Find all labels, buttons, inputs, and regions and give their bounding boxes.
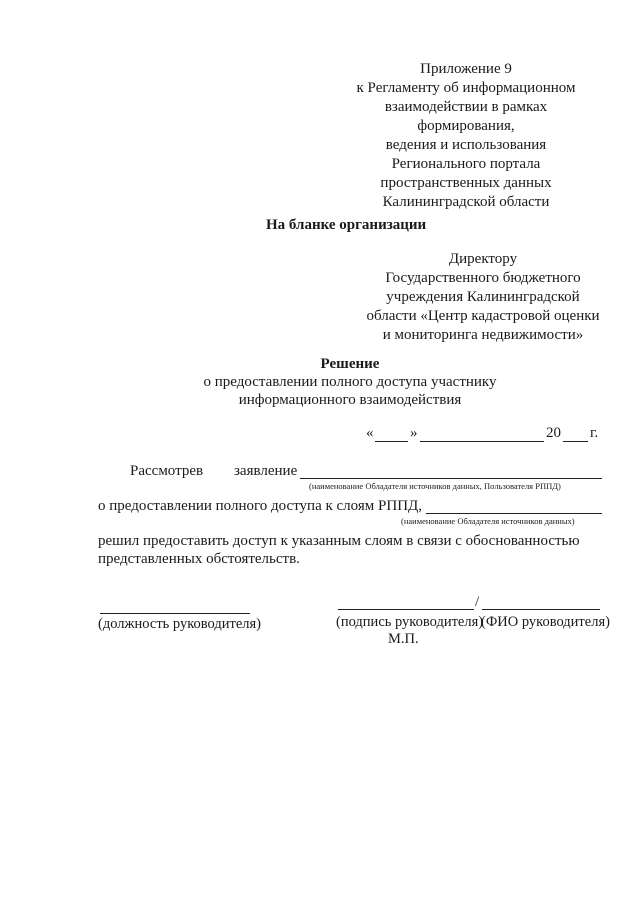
date-year-field[interactable] — [563, 441, 588, 442]
date-open-quote: « — [366, 425, 374, 441]
decision-line: решил предоставить доступ к указанным слоям в связи с обоснованностью — [98, 533, 580, 549]
appendix-line: ведения и использования — [385, 137, 547, 153]
appendix-block — [340, 60, 592, 212]
application-word: заявление — [234, 463, 298, 479]
date-year-suffix: г. — [590, 425, 599, 441]
date-close-quote: » — [410, 425, 418, 441]
addressee-line: и мониторинга недвижимости» — [382, 327, 584, 343]
appendix-line: к Регламенту об информационном — [356, 80, 576, 96]
addressee-line: области «Центр кадастровой оценки — [366, 308, 600, 324]
access-text: о предоставлении полного доступа к слоям РППД, — [98, 498, 423, 514]
layers-owner-field[interactable] — [426, 513, 602, 514]
document-title: Решение — [320, 356, 380, 372]
seal-label: М.П. — [388, 631, 419, 647]
appendix-line: Регионального портала — [391, 156, 541, 172]
full-name-field[interactable] — [482, 609, 600, 610]
signature-label: (подпись руководителя) — [336, 614, 484, 630]
position-label: (должность руководителя) — [98, 616, 261, 632]
addressee-block — [352, 250, 614, 345]
addressee-line: Директору — [448, 251, 518, 267]
title-line: информационного взаимодействия — [238, 392, 462, 408]
title-line: о предоставлении полного доступа участнику — [203, 374, 497, 390]
position-field[interactable] — [100, 613, 250, 614]
appendix-line: Калининградской области — [382, 194, 550, 210]
date-day-field[interactable] — [375, 441, 408, 442]
addressee-line: Государственного бюджетного — [385, 270, 581, 286]
signature-field[interactable] — [338, 609, 474, 610]
full-name-label: (ФИО руководителя) — [481, 614, 610, 630]
addressee-line: учреждения Калининградской — [386, 289, 580, 305]
decision-line: представленных обстоятельств. — [98, 551, 300, 567]
appendix-line: формирования, — [417, 118, 515, 134]
applicant-name-field[interactable] — [300, 478, 602, 479]
date-month-field[interactable] — [420, 441, 544, 442]
date-century: 20 — [546, 425, 561, 441]
appendix-line: пространственных данных — [380, 175, 552, 191]
appendix-number: Приложение 9 — [420, 61, 512, 77]
letterhead-note: На бланке организации — [266, 217, 427, 233]
layers-owner-hint: (наименование Обладателя источников данных) — [401, 516, 575, 526]
applicant-name-hint: (наименование Обладателя источников данных, Пользователя РППД) — [309, 481, 561, 491]
signature-slash: / — [475, 594, 480, 610]
appendix-line: взаимодействии в рамках — [384, 99, 548, 115]
considered-word: Рассмотрев — [130, 463, 204, 479]
